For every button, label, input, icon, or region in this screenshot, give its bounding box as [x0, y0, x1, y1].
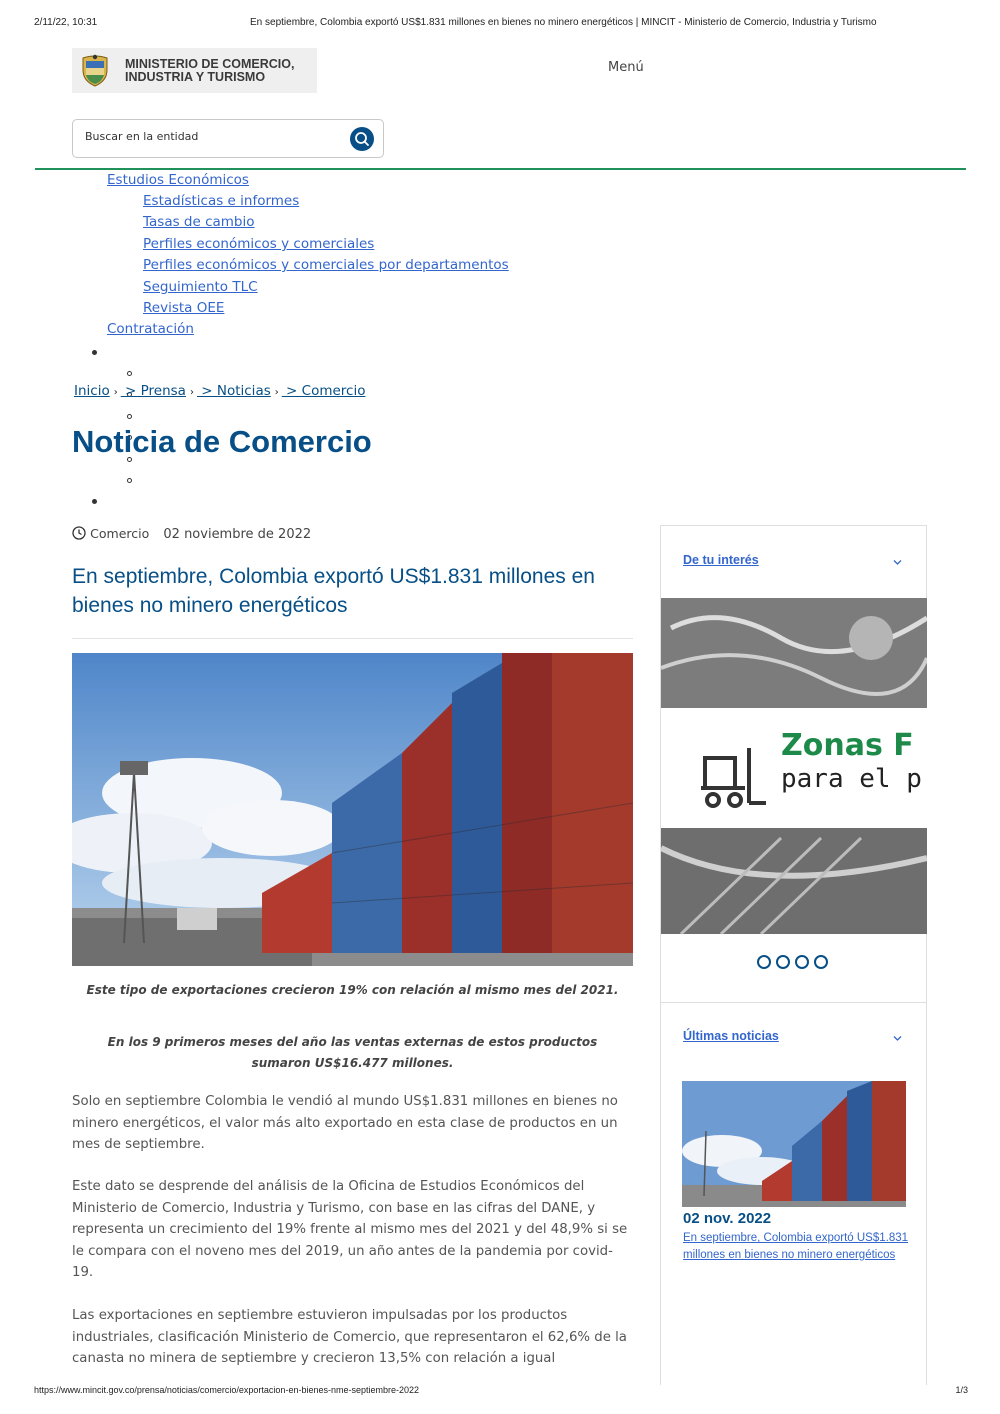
print-page-title: En septiembre, Colombia exportó US$1.831 millones en bienes no minero energéticos | MINCIT - Ministerio de Comercio, Industria y Turismo	[250, 17, 877, 28]
article-paragraph: Las exportaciones en septiembre estuvieron impulsadas por los productos industriales, clasificación Ministerio de Comercio, que representaron el 62,6% de la canasta no minera de septiembre y crecieron 13,5% con relación a igual	[72, 1308, 627, 1366]
bullet-icon	[92, 499, 97, 504]
chevron-down-icon[interactable]	[893, 558, 902, 567]
article-paragraph: Solo en septiembre Colombia le vendió al mundo US$1.831 millones en bienes no minero energéticos, el valor más alto exportado en esta clase de productos en un mes de septiembre.	[72, 1094, 618, 1152]
article-title: En septiembre, Colombia exportó US$1.831 millones en bienes no minero energéticos	[72, 565, 595, 617]
ministry-name-line1: MINISTERIO DE COMERCIO,	[125, 57, 295, 71]
print-url: https://www.mincit.gov.co/prensa/noticias/comercio/exportacion-en-bienes-nme-septiembre-2022	[34, 1385, 420, 1395]
search-icon	[350, 127, 374, 151]
sidebar	[660, 525, 927, 1385]
search-box	[72, 119, 384, 158]
page-title: Noticia de Comercio	[72, 424, 372, 459]
carousel-dot[interactable]	[795, 955, 809, 969]
carousel-dots	[757, 954, 833, 973]
print-datetime: 2/11/22, 10:31	[34, 17, 98, 28]
latest-news-link[interactable]: En septiembre, Colombia exportó US$1.831 millones en bienes no minero energéticos	[683, 1232, 909, 1261]
bullet-icon	[127, 371, 132, 376]
container-yard-thumbnail	[682, 1081, 906, 1207]
bullet-icon	[127, 478, 132, 483]
breadcrumb-noticias[interactable]: > Noticias	[196, 383, 271, 399]
chevron-right-icon: ›	[113, 387, 118, 398]
latest-news-thumbnail[interactable]	[682, 1081, 906, 1207]
article-date: 02 noviembre de 2022	[163, 527, 312, 542]
nav-item-estudios-economicos[interactable]: Estudios Económicos	[107, 172, 249, 188]
article-meta	[72, 526, 311, 542]
article-category: Comercio	[90, 526, 150, 541]
latest-news-date: 02 nov. 2022	[683, 1210, 772, 1227]
chevron-right-icon: ›	[274, 387, 279, 398]
ministry-logo[interactable]	[72, 48, 317, 93]
article-paragraph: Este dato se desprende del análisis de la Oficina de Estudios Económicos del Ministerio de Comercio, Industria y Turismo, con base en las cifras del DANE, y representa un crecimiento del 19% frente al mismo mes del 2021 y del 48,9% si se le compara con el noveno mes del 2019, un año antes de la pandemia por covid-19.	[72, 1179, 628, 1280]
bullet-icon	[127, 414, 132, 419]
breadcrumb-prensa[interactable]: > Prensa	[120, 383, 186, 399]
menu-button[interactable]: Menú	[608, 60, 644, 75]
coat-of-arms-icon	[80, 54, 110, 87]
search-input[interactable]	[83, 129, 337, 144]
ministry-name	[125, 58, 294, 84]
carousel-dot[interactable]	[757, 955, 771, 969]
banner-subheading: para el p	[781, 764, 922, 794]
nav-subitem-tasas-cambio[interactable]: Tasas de cambio	[143, 214, 255, 230]
print-page-number: 1/3	[955, 1385, 968, 1395]
image-caption: Este tipo de exportaciones crecieron 19% con relación al mismo mes del 2021.	[86, 983, 619, 997]
article-image	[72, 653, 633, 966]
sidebar-divider	[661, 1002, 927, 1003]
carousel-dot[interactable]	[776, 955, 790, 969]
nav-subitem-seguimiento-tlc[interactable]: Seguimiento TLC	[143, 279, 258, 295]
nav-item-contratacion[interactable]: Contratación	[107, 321, 194, 337]
nav-subitem-perfiles[interactable]: Perfiles económicos y comerciales	[143, 236, 375, 252]
ministry-name-line2: INDUSTRIA Y TURISMO	[125, 70, 266, 84]
zonas-francas-banner[interactable]	[661, 598, 927, 934]
nav-subitem-perfiles-departamentos[interactable]: Perfiles económicos y comerciales por departamentos	[143, 257, 509, 273]
breadcrumb	[74, 383, 365, 399]
breadcrumb-comercio[interactable]: > Comercio	[281, 383, 366, 399]
interest-section-toggle[interactable]: De tu interés	[683, 553, 759, 567]
chevron-down-icon[interactable]	[893, 1034, 902, 1043]
nav-subitem-estadisticas[interactable]: Estadísticas e informes	[143, 193, 300, 209]
clock-icon	[72, 526, 86, 540]
breadcrumb-inicio[interactable]: Inicio	[74, 383, 110, 399]
header-divider	[35, 168, 966, 170]
search-button[interactable]	[350, 127, 374, 151]
article-subtitle: En los 9 primeros meses del año las ventas externas de estos productos sumaron US$16.477 millones.	[107, 1035, 598, 1070]
container-yard-image	[72, 653, 633, 966]
banner-heading: Zonas F	[781, 728, 914, 763]
title-divider	[72, 638, 633, 639]
latest-news-toggle[interactable]: Últimas noticias	[683, 1029, 779, 1043]
carousel-dot[interactable]	[814, 955, 828, 969]
bullet-icon	[92, 350, 97, 355]
chevron-right-icon: ›	[189, 387, 194, 398]
nav-subitem-revista-oee[interactable]: Revista OEE	[143, 300, 225, 316]
